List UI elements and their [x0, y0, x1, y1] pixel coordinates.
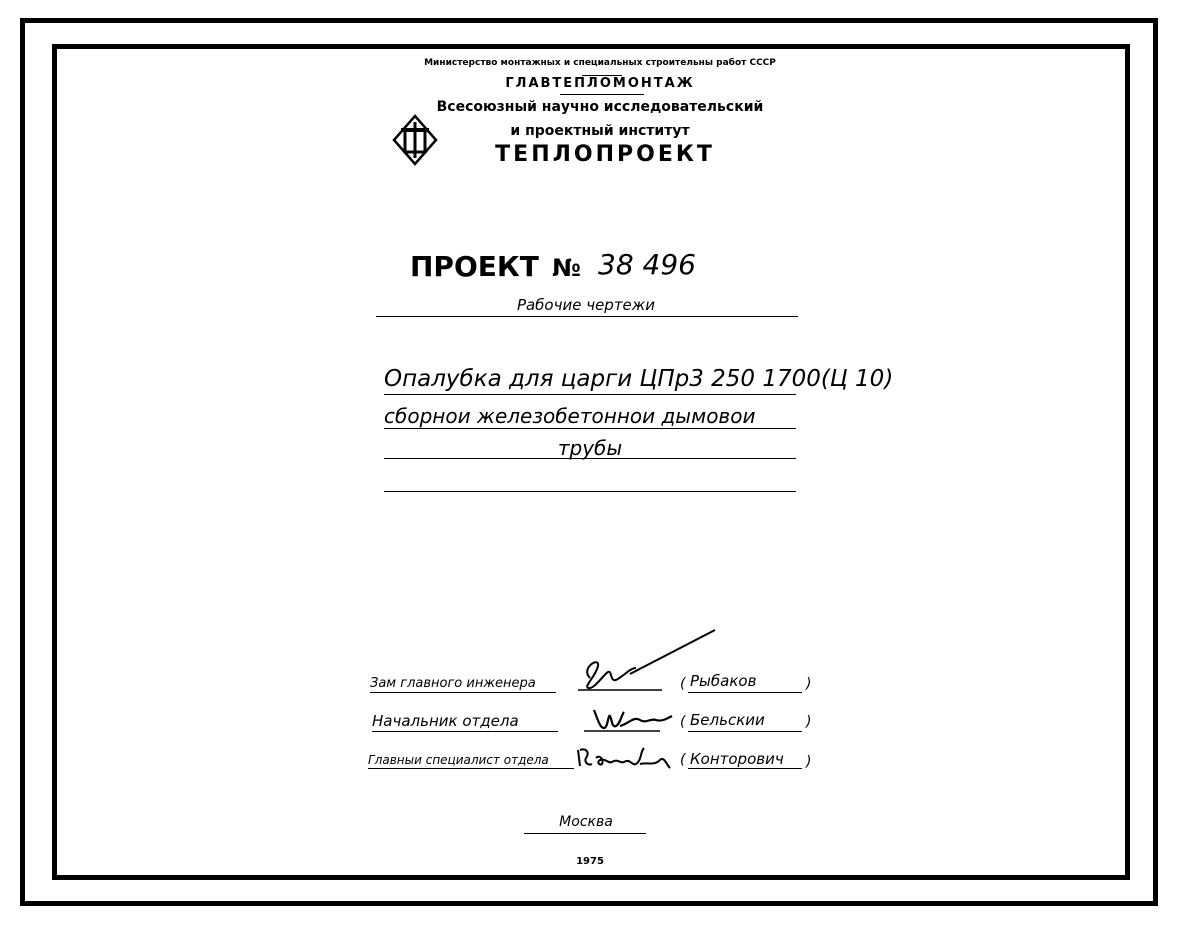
number-sign: № — [552, 254, 581, 282]
signature-name-2: Бельскии — [690, 711, 765, 729]
handwritten-signature-2 — [584, 706, 676, 736]
name-underline-3 — [688, 768, 802, 769]
paren-close-2: ) — [806, 714, 812, 730]
subject-underline-1 — [384, 394, 796, 395]
signature-position-3: Главныи специалист отдела — [368, 753, 549, 767]
signature-name-3: Конторович — [690, 750, 784, 768]
signature-position-1: Зам главного инженера — [370, 676, 536, 691]
project-number: 38 496 — [598, 248, 696, 281]
paren-close-3: ) — [806, 754, 812, 770]
overline-mark — [582, 75, 622, 76]
paren-open-3: ( — [680, 752, 686, 768]
city: Москва — [559, 814, 613, 830]
name-underline-2 — [688, 731, 802, 732]
position-underline-1 — [370, 692, 556, 693]
institute-line-1: Всесоюзный научно исследовательский — [436, 99, 764, 115]
handwritten-signature-3 — [576, 744, 680, 774]
stage-underline — [376, 316, 798, 317]
name-underline-1 — [688, 692, 802, 693]
paren-close-1: ) — [806, 676, 812, 692]
underline-mark — [560, 94, 644, 95]
signature-position-2: Начальник отдела — [372, 712, 519, 730]
institute-name: ТЕПЛОПРОЕКТ — [495, 142, 715, 167]
subject-line-3: трубы — [557, 436, 623, 460]
signature-name-1: Рыбаков — [690, 672, 757, 690]
subject-line-1: Опалубка для царги ЦПр3 250 1700(Ц 10) — [384, 366, 894, 392]
position-underline-3 — [368, 768, 574, 769]
teploproekt-logo-icon — [392, 114, 438, 166]
paren-open-1: ( — [680, 676, 686, 692]
directorate-name: ГЛАВТЕПЛОМОНТАЖ — [505, 76, 695, 91]
year: 1975 — [576, 856, 604, 867]
stage-label: Рабочие чертежи — [516, 296, 656, 314]
position-underline-2 — [372, 731, 558, 732]
paren-open-2: ( — [680, 714, 686, 730]
subject-underline-3 — [384, 458, 796, 459]
city-underline — [524, 833, 646, 834]
institute-line-2: и проектный институт — [510, 123, 690, 139]
ministry-line: Министерство монтажных и специальных строительны работ СССР — [424, 58, 776, 68]
subject-underline-2 — [384, 428, 796, 429]
project-label: ПРОЕКТ — [410, 250, 539, 283]
subject-underline-4 — [384, 491, 796, 492]
subject-line-2: сборнои железобетоннои дымовои — [384, 404, 756, 428]
